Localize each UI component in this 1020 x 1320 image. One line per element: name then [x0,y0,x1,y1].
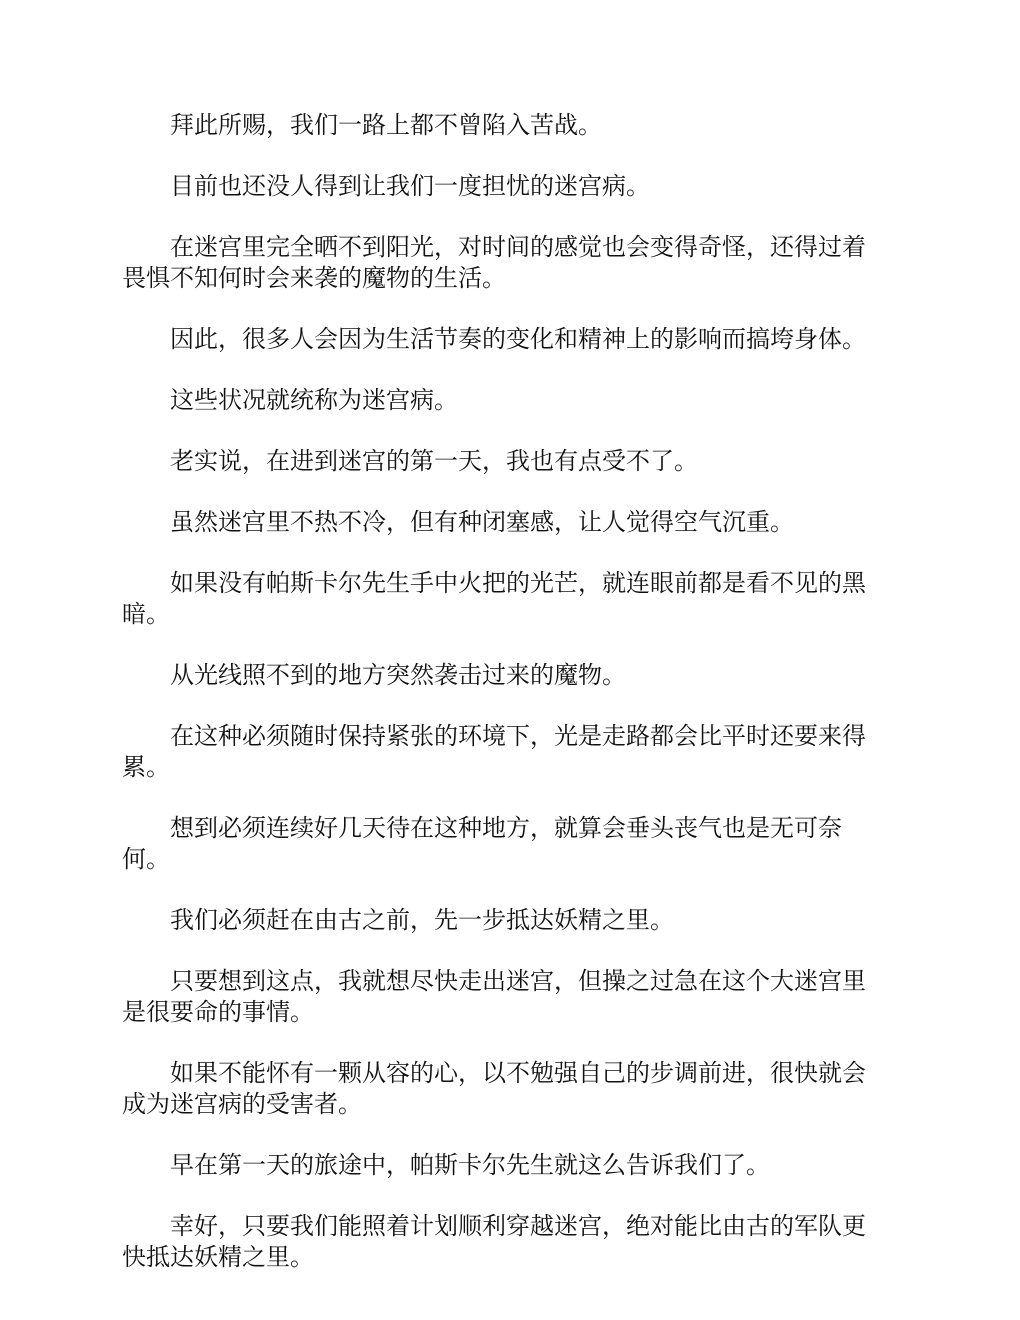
paragraph [122,1058,898,1120]
paragraph [122,966,898,1028]
paragraph: 拜此所赐，我们一路上都不曾陷入苦战。 [170,111,602,139]
paragraph-line: 在迷宫里完全晒不到阳光，对时间的感觉也会变得奇怪，还得过着 [170,233,866,261]
paragraph: 这些状况就统称为迷宫病。 [170,386,458,414]
paragraph [122,813,898,875]
body-text [122,110,898,1303]
paragraph: 老实说，在进到迷宫的第一天，我也有点受不了。 [170,447,698,475]
paragraph-line: 成为迷宫病的受害者。 [122,1090,362,1118]
paragraph: 目前也还没人得到让我们一度担忧的迷宫病。 [170,172,650,200]
paragraph-line: 想到必须连续好几天待在这种地方，就算会垂头丧气也是无可奈 [170,814,842,842]
paragraph-line: 畏惧不知何时会来袭的魔物的生活。 [122,264,506,292]
paragraph-line: 只要想到这点，我就想尽快走出迷宫，但操之过急在这个大迷宫里 [170,967,866,995]
paragraph-line: 累。 [122,753,170,781]
paragraph-line: 快抵达妖精之里。 [122,1243,314,1271]
paragraph-line: 如果没有帕斯卡尔先生手中火把的光芒，就连眼前都是看不见的黑 [170,569,866,597]
paragraph: 因此，很多人会因为生活节奏的变化和精神上的影响而搞垮身体。 [170,325,866,353]
paragraph [122,568,898,630]
paragraph [122,721,898,783]
paragraph [122,232,898,294]
paragraph-line: 幸好，只要我们能照着计划顺利穿越迷宫，绝对能比由古的军队更 [170,1212,866,1240]
paragraph-line: 暗。 [122,600,170,628]
paragraph-line: 是很要命的事情。 [122,998,314,1026]
paragraph-line: 如果不能怀有一颗从容的心，以不勉强自己的步调前进，很快就会 [170,1059,866,1087]
paragraph: 早在第一天的旅途中，帕斯卡尔先生就这么告诉我们了。 [170,1151,770,1179]
paragraph: 虽然迷宫里不热不冷，但有种闭塞感，让人觉得空气沉重。 [170,508,794,536]
paragraph-line: 在这种必须随时保持紧张的环境下，光是走路都会比平时还要来得 [170,722,866,750]
paragraph: 从光线照不到的地方突然袭击过来的魔物。 [170,661,626,689]
paragraph: 我们必须赶在由古之前，先一步抵达妖精之里。 [170,906,674,934]
paragraph-line: 何。 [122,845,170,873]
paragraph [122,1211,898,1273]
